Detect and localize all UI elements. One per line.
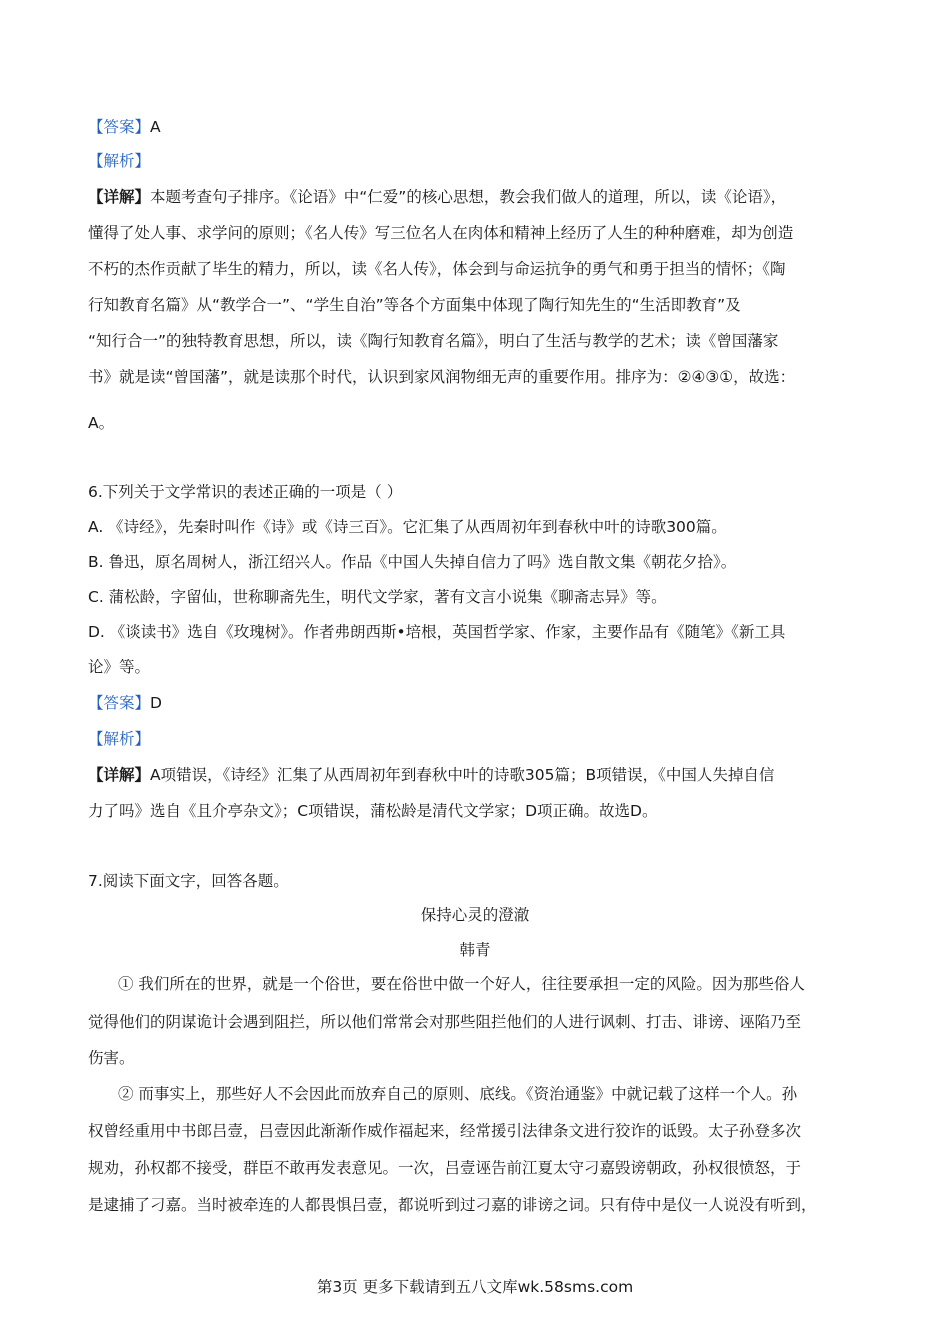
q6-detail-line [88,764,774,786]
passage-line: 伤害。 [88,1049,135,1067]
passage-line: 觉得他们的阴谋诡计会遇到阻拦，所以他们常常会对那些阻拦他们的人进行讽刺、打击、诽谤、诬陷乃至 [88,1013,802,1031]
q5-detail-line: 行知教育名篇》从“教学合一”、“学生自治”等各个方面集中体现了陶行知先生的“生活即教育”及 [88,296,741,314]
passage-line: 规劝，孙权都不接受，群臣不敢再发表意见。一次，吕壹诬告前江夏太守刁嘉毁谤朝政，孙权很愤怒，于 [88,1159,802,1177]
q6-option-b: B. 鲁迅，原名周树人，浙江绍兴人。作品《中国人失掉自信力了吗》选自散文集《朝花夕拾》。 [88,553,737,571]
q5-detail-line: 不朽的杰作贡献了毕生的精力，所以，读《名人传》，体会到与命运抗争的勇气和勇于担当的情怀；《陶 [88,260,786,278]
q6-stem: 6.下列关于文学常识的表述正确的一项是（ ） [88,483,403,501]
passage-line: 权曾经重用中书郎吕壹，吕壹因此渐渐作威作福起来，经常援引法律条文进行狡诈的诋毁。太子孙登多次 [88,1122,802,1140]
q6-option-d: D. 《谈读书》选自《玫瑰树》。作者弗朗西斯•培根，英国哲学家、作家，主要作品有《随笔》《新工具 [88,623,786,641]
answer-tag: 【答案】 [88,118,151,136]
passage-title: 保持心灵的澄澈 [420,906,530,924]
q5-detail-line: A。 [88,414,115,432]
page-footer: 第3页 更多下载请到五八文库wk.58sms.com [316,1278,634,1296]
q5-detail-line [88,186,786,208]
q5-analysis-tag: 【解析】 [88,152,151,170]
passage-line: 是逮捕了刁嘉。当时被牵连的人都畏惧吕壹，都说听到过刁嘉的诽谤之词。只有侍中是仪一人说没有听到， [88,1196,817,1214]
detail-text: A项错误，《诗经》汇集了从西周初年到春秋中叶的诗歌305篇；B项错误，《中国人失掉自信 [150,766,775,784]
q6-option-d-cont: 论》等。 [88,658,151,676]
q5-detail-line: “知行合一”的独特教育思想，所以，读《陶行知教育名篇》，明白了生活与教学的艺术；读《曾国藩家 [88,332,779,350]
detail-text: 本题考查句子排序。《论语》中“仁爱”的核心思想，教会我们做人的道理，所以，读《论语》， [150,188,787,206]
passage-line: ① 我们所在的世界，就是一个俗世，要在俗世中做一个好人，往往要承担一定的风险。因为那些俗人 [118,975,805,993]
passage-line: ② 而事实上，那些好人不会因此而放弃自己的原则、底线。《资治通鉴》中就记载了这样一个人。孙 [118,1085,798,1103]
q5-answer-line [88,116,161,138]
passage-author: 韩青 [459,941,491,959]
q5-detail-line: 书》就是读“曾国藩”，就是读那个时代，认识到家风润物细无声的重要作用。排序为：②④③①，故选： [88,368,796,386]
q5-detail-line: 懂得了处人事、求学问的原则；《名人传》写三位名人在肉体和精神上经历了人生的种种磨难，却为创造 [88,224,794,242]
q6-analysis-tag: 【解析】 [88,730,151,748]
q7-stem: 7.阅读下面文字，回答各题。 [88,872,289,890]
answer-value: D [150,694,162,712]
q6-option-a: A. 《诗经》，先秦时叫作《诗》或《诗三百》。它汇集了从西周初年到春秋中叶的诗歌300篇。 [88,518,727,536]
answer-tag: 【答案】 [88,694,151,712]
q6-option-c: C. 蒲松龄，字留仙，世称聊斋先生，明代文学家，著有文言小说集《聊斋志异》等。 [88,588,667,606]
q6-detail-line: 力了吗》选自《且介亭杂文》；C项错误，蒲松龄是清代文学家；D项正确。故选D。 [88,802,658,820]
detail-tag: 【详解】 [88,188,151,206]
answer-value: A [150,118,161,136]
q6-answer-line [88,692,162,714]
detail-tag: 【详解】 [88,766,151,784]
